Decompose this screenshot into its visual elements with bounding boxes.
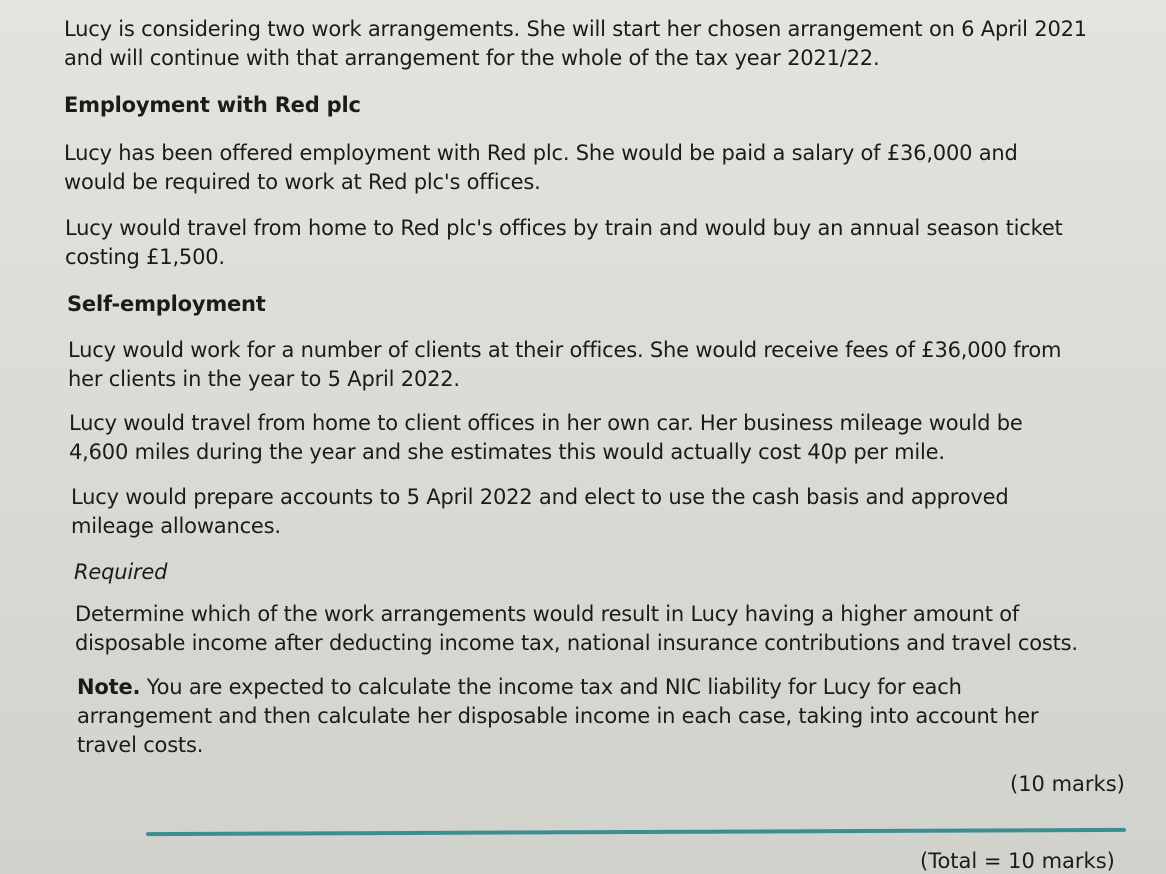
required-line-1: Determine which of the work arrangements would result in Lucy having a higher amount of — [75, 602, 1020, 626]
marks-label: (10 marks) — [1010, 772, 1125, 796]
divider-line — [146, 828, 1126, 836]
employment-p1-line-1: Lucy has been offered employment with Red plc. She would be paid a salary of £36,000 and — [64, 141, 1018, 165]
self-employment-paragraph-1 — [68, 336, 1061, 394]
self-employment-p3-line-2: mileage allowances. — [71, 514, 281, 538]
employment-paragraph-1 — [64, 139, 1018, 197]
required-label: Required — [74, 560, 168, 584]
intro-line-1: Lucy is considering two work arrangements. She will start her chosen arrangement on 6 April 2021 — [64, 17, 1087, 41]
intro-paragraph — [64, 15, 1087, 73]
note-paragraph — [77, 673, 1038, 760]
self-employment-heading: Self-employment — [67, 292, 266, 316]
self-employment-p3-line-1: Lucy would prepare accounts to 5 April 2022 and elect to use the cash basis and approved — [71, 485, 1009, 509]
total-marks-label: (Total = 10 marks) — [920, 849, 1115, 873]
note-line-1-text: You are expected to calculate the income tax and NIC liability for Lucy for each — [140, 675, 962, 699]
self-employment-paragraph-3 — [71, 483, 1009, 541]
required-line-2: disposable income after deducting income tax, national insurance contributions and travel costs. — [75, 631, 1078, 655]
employment-paragraph-2 — [65, 214, 1063, 272]
self-employment-p1-line-2: her clients in the year to 5 April 2022. — [68, 367, 460, 391]
required-paragraph — [75, 600, 1078, 658]
self-employment-p2-line-2: 4,600 miles during the year and she estimates this would actually cost 40p per mile. — [69, 440, 945, 464]
note-label: Note. — [77, 675, 141, 699]
employment-heading: Employment with Red plc — [64, 93, 361, 117]
self-employment-p2-line-1: Lucy would travel from home to client offices in her own car. Her business mileage would be — [69, 411, 1023, 435]
intro-line-2: and will continue with that arrangement for the whole of the tax year 2021/22. — [64, 46, 880, 70]
employment-p1-line-2: would be required to work at Red plc's offices. — [64, 170, 541, 194]
self-employment-p1-line-1: Lucy would work for a number of clients at their offices. She would receive fees of £36,000 from — [68, 338, 1062, 362]
note-line-3: travel costs. — [77, 733, 204, 757]
employment-p2-line-1: Lucy would travel from home to Red plc's offices by train and would buy an annual season ticket — [65, 216, 1063, 240]
note-line-1 — [77, 673, 1038, 702]
note-line-2: arrangement and then calculate her disposable income in each case, taking into account her — [77, 704, 1039, 728]
employment-p2-line-2: costing £1,500. — [65, 245, 225, 269]
self-employment-paragraph-2 — [69, 409, 1023, 467]
